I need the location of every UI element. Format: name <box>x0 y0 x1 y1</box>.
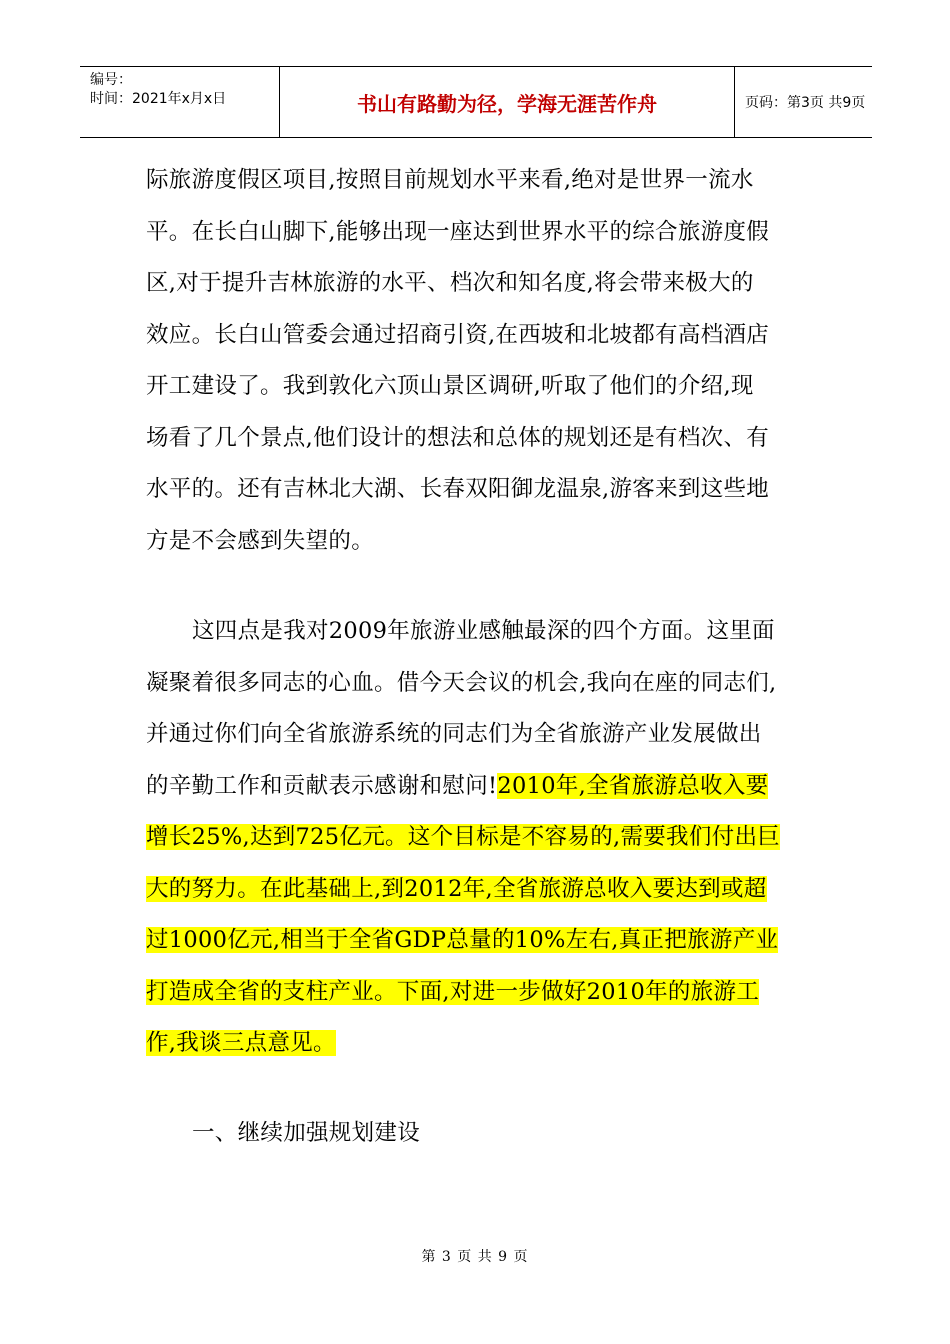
highlighted-line <box>146 967 811 1019</box>
plain-text: 的辛勤工作和贡献表示感谢和慰问! <box>146 772 498 799</box>
document-time-label: 时间：2021年x月x日 <box>90 91 227 107</box>
text-line: 这四点是我对2009年旅游业感触最深的四个方面。这里面 <box>192 618 775 644</box>
highlighted-text: 过1000亿元,相当于全省GDP总量的10%左右,真正把旅游产业 <box>146 927 779 953</box>
highlighted-text: 大的努力。在此基础上,到2012年,全省旅游总收入要达到或超 <box>146 875 767 902</box>
text-line: 凝聚着很多同志的心血。借今天会议的机会,我向在座的同志们, <box>146 669 777 696</box>
paragraph-2 <box>146 606 811 1070</box>
highlighted-text: 打造成全省的支柱产业。下面,对进一步做好2010年的旅游工 <box>146 978 760 1005</box>
highlighted-text: 增长25%,达到725亿元。这个目标是不容易的,需要我们付出巨 <box>146 824 781 850</box>
text-line: 效应。长白山管委会通过招商引资,在西坡和北坡都有高档酒店 <box>146 321 770 348</box>
paragraph-1 <box>146 155 811 567</box>
highlighted-text: 2010年,全省旅游总收入要 <box>497 772 769 799</box>
text-line: 方是不会感到失望的。 <box>146 527 375 554</box>
highlighted-line <box>146 812 811 864</box>
highlighted-line <box>146 864 811 916</box>
text-line <box>146 761 811 813</box>
header-meta <box>80 67 280 137</box>
highlighted-text: 作,我谈三点意见。 <box>146 1030 336 1056</box>
highlighted-line <box>146 1018 811 1070</box>
header-page-code: 页码：第3页 共9页 <box>745 95 866 111</box>
text-line: 平。在长白山脚下,能够出现一座达到世界水平的综合旅游度假 <box>146 218 770 245</box>
section-heading-block <box>146 1108 811 1160</box>
page-footer: 第 3 页 共 9 页 <box>421 1249 529 1265</box>
text-line: 场看了几个景点,他们设计的想法和总体的规划还是有档次、有 <box>146 424 770 451</box>
text-line: 际旅游度假区项目,按照目前规划水平来看,绝对是世界一流水 <box>146 167 754 193</box>
page-header <box>80 66 872 138</box>
text-line: 水平的。还有吉林北大湖、长春双阳御龙温泉,游客来到这些地 <box>146 476 770 502</box>
text-line: 并通过你们向全省旅游系统的同志们为全省旅游产业发展做出 <box>146 721 762 747</box>
highlighted-line <box>146 915 811 967</box>
text-line: 区,对于提升吉林旅游的水平、档次和知名度,将会带来极大的 <box>146 270 754 296</box>
text-line: 开工建设了。我到敦化六顶山景区调研,听取了他们的介绍,现 <box>146 373 754 399</box>
section-heading: 一、继续加强规划建设 <box>192 1120 421 1146</box>
header-motto: 书山有路勤为径，学海无涯苦作舟 <box>280 67 735 137</box>
document-number-label: 编号： <box>90 72 132 88</box>
